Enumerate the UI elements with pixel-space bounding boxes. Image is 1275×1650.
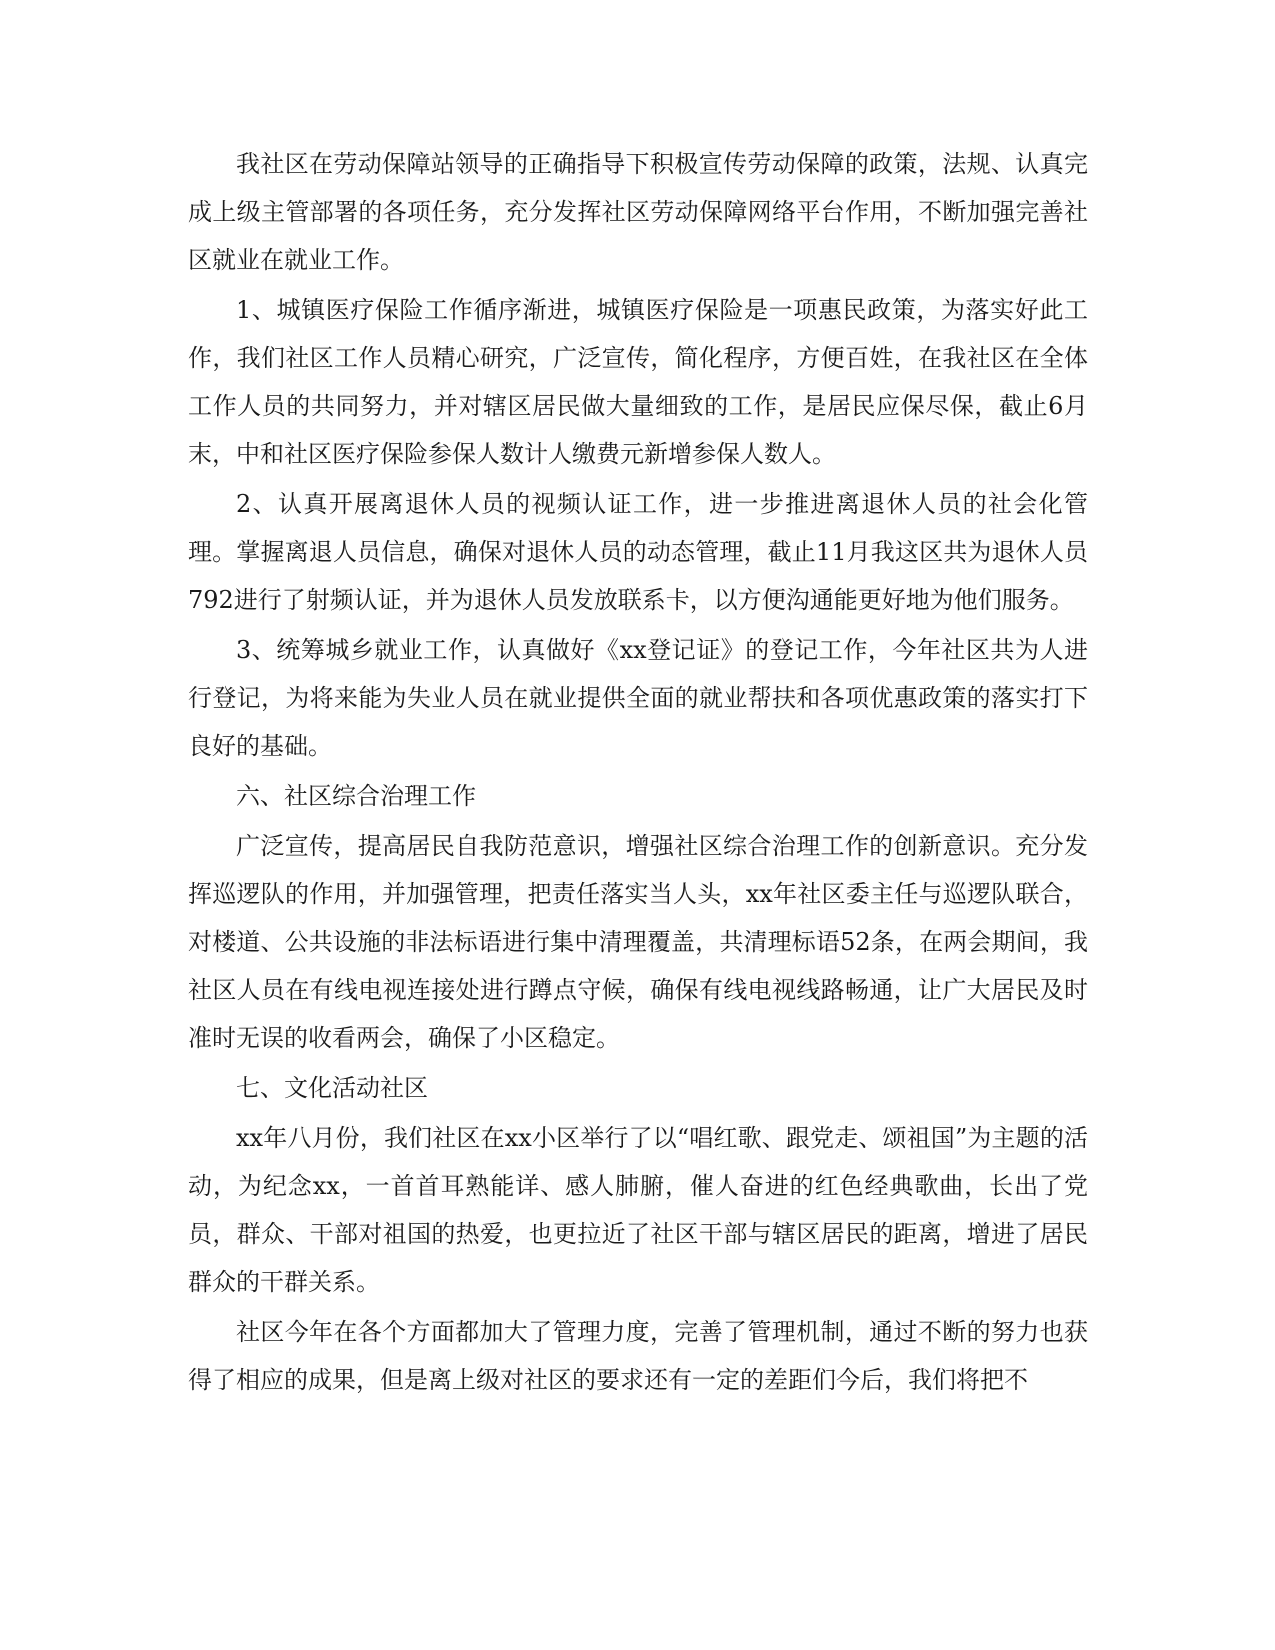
paragraph-item-3: 3、统筹城乡就业工作，认真做好《xx登记证》的登记工作，今年社区共为人进行登记，为将来能为失业人员在就业提供全面的就业帮扶和各项优惠政策的落实打下良好的基础。 [188,636,1088,760]
paragraph-governance: 广泛宣传，提高居民自我防范意识，增强社区综合治理工作的创新意识。充分发挥巡逻队的作用，并加强管理，把责任落实当人头，xx年社区委主任与巡逻队联合，对楼道、公共设施的非法标语进行集中清理覆盖，共清理标语52条，在两会期间，我社区人员在有线电视连接处进行蹲点守候，确保有线电视线路畅通，让广大居民及时准时无误的收看两会，确保了小区稳定。 [188,832,1088,1052]
paragraph-item-1: 1、城镇医疗保险工作循序渐进，城镇医疗保险是一项惠民政策，为落实好此工作，我们社区工作人员精心研究，广泛宣传，简化程序，方便百姓，在我社区在全体工作人员的共同努力，并对辖区居民做大量细致的工作，是居民应保尽保，截止6月末，中和社区医疗保险参保人数计人缴费元新增参保人数人。 [188,296,1088,468]
paragraph-item-2: 2、认真开展离退休人员的视频认证工作，进一步推进离退休人员的社会化管理。掌握离退人员信息，确保对退休人员的动态管理，截止11月我这区共为退休人员792进行了射频认证，并为退休人员发放联系卡，以方便沟通能更好地为他们服务。 [188,490,1088,614]
section-heading-6: 六、社区综合治理工作 [236,782,476,810]
paragraph-culture: xx年八月份，我们社区在xx小区举行了以“唱红歌、跟党走、颂祖国”为主题的活动，为纪念xx，一首首耳熟能详、感人肺腑，催人奋进的红色经典歌曲，长出了党员，群众、干部对祖国的热爱，也更拉近了社区干部与辖区居民的距离，增进了居民群众的干群关系。 [188,1124,1088,1296]
document-body [188,140,1088,1406]
paragraph-summary: 社区今年在各个方面都加大了管理力度，完善了管理机制，通过不断的努力也获得了相应的成果，但是离上级对社区的要求还有一定的差距们今后，我们将把不 [188,1318,1088,1394]
paragraph-intro: 我社区在劳动保障站领导的正确指导下积极宣传劳动保障的政策，法规、认真完成上级主管部署的各项任务，充分发挥社区劳动保障网络平台作用，不断加强完善社区就业在就业工作。 [188,150,1088,274]
section-heading-7: 七、文化活动社区 [236,1074,428,1102]
